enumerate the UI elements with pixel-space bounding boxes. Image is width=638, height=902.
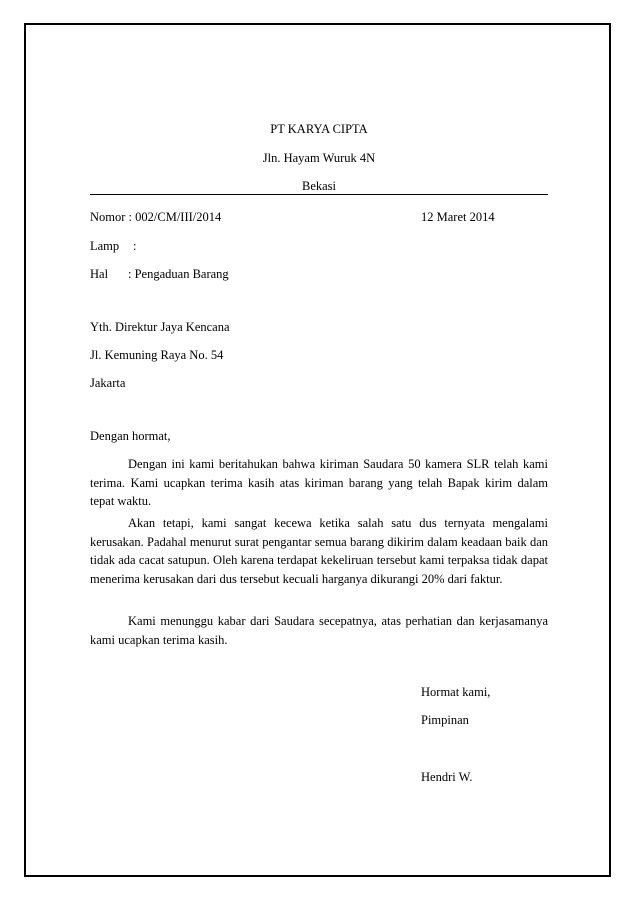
closing-position: Pimpinan — [421, 713, 469, 727]
nomor-label: Nomor — [90, 210, 126, 224]
hal-label: Hal — [90, 267, 109, 281]
letter-date: 12 Maret 2014 — [421, 210, 495, 224]
letterhead-divider — [90, 194, 548, 195]
company-city: Bekasi — [301, 179, 337, 193]
body-paragraph: Dengan ini kami beritahukan bahwa kiriman Saudara 50 kamera SLR telah kami terima. Kami ucapkan terima kasih atas kiriman barang yang telah Bapak kirim dalam tepat waktu. — [90, 457, 548, 509]
nomor-value: 002/CM/III/2014 — [135, 210, 222, 224]
company-name: PT KARYA CIPTA — [270, 122, 368, 136]
body-paragraph: Akan tetapi, kami sangat kecewa ketika salah satu dus ternyata mengalami kerusakan. Padahal menurut surat pengantar semua barang dikirim dalam keadaan baik dan tidak ada cacat satupun. Oleh karena terdapat kekeliruan tersebut kami terpaksa tidak dapat menerima kerusakan dari dus tersebut kecuali harganya dikurangi 20% dari faktur. — [90, 516, 548, 587]
hal-value: Pengaduan Barang — [134, 267, 229, 281]
recipient-city: Jakarta — [90, 376, 126, 390]
company-street: Jln. Hayam Wuruk 4N — [262, 151, 376, 165]
closing-regards: Hormat kami, — [421, 685, 491, 699]
signer-name: Hendri W. — [421, 770, 473, 784]
lamp-label: Lamp — [90, 239, 120, 253]
body-paragraph: Kami menunggu kabar dari Saudara secepatnya, atas perhatian dan kerjasamanya kami ucapkan terima kasih. — [90, 614, 548, 647]
lamp-line: Lamp : — [90, 239, 137, 253]
salutation: Dengan hormat, — [90, 429, 171, 443]
hal-line: Hal : Pengaduan Barang — [90, 267, 229, 281]
nomor-line: Nomor : 002/CM/III/2014 — [90, 210, 222, 224]
recipient-name: Yth. Direktur Jaya Kencana — [90, 320, 230, 334]
recipient-address: Jl. Kemuning Raya No. 54 — [90, 348, 224, 362]
